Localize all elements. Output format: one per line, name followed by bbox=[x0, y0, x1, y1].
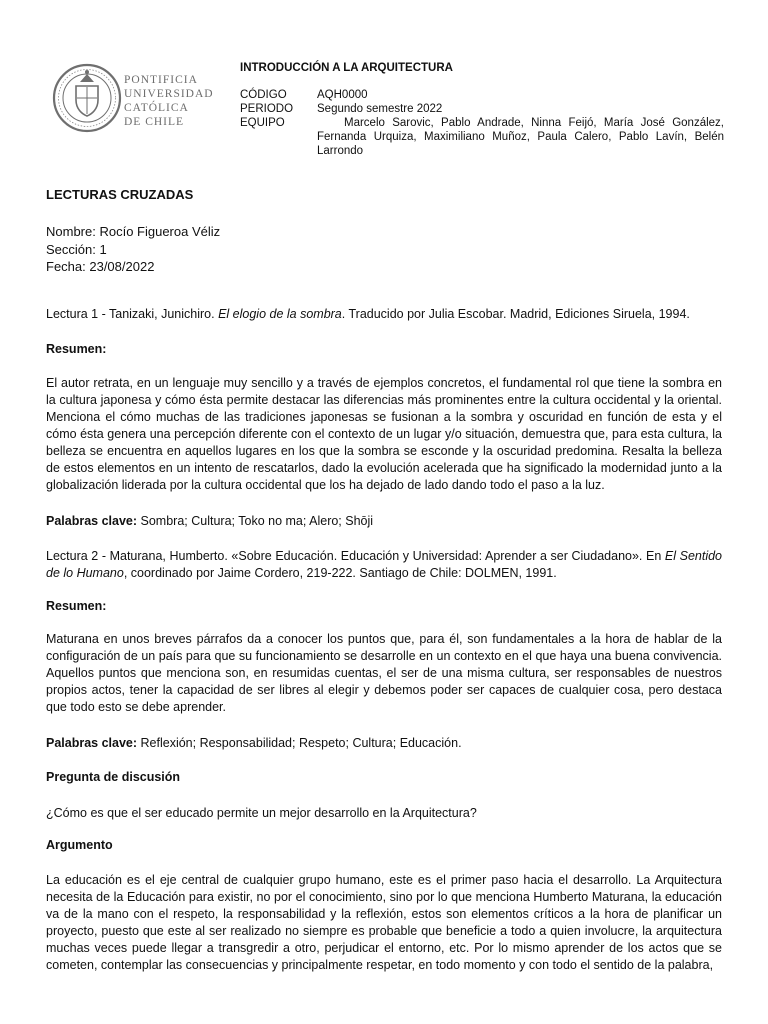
university-name-line: DE CHILE bbox=[124, 116, 185, 128]
course-title: INTRODUCCIÓN A LA ARQUITECTURA bbox=[240, 62, 453, 74]
codigo-row bbox=[240, 88, 724, 102]
lectura2-ref-prefix: Lectura 2 - Maturana, Humberto. «Sobre Educación. Educación y Universidad: Aprender a ser Ciudadano». En bbox=[46, 549, 665, 563]
lectura1-ref-suffix: . Traducido por Julia Escobar. Madrid, Ediciones Siruela, 1994. bbox=[341, 307, 690, 321]
lectura1-reference bbox=[46, 306, 690, 323]
lectura2-keywords bbox=[46, 735, 462, 752]
lectura2-ref-title: El Sentido de lo Humano bbox=[46, 549, 722, 580]
equipo-label: EQUIPO bbox=[240, 117, 285, 129]
codigo-value: AQH0000 bbox=[317, 89, 368, 101]
argument-text: La educación es el eje central de cualquier grupo humano, este es el primer paso hacia el desarrollo. La Arquitectura necesita de la Educación para existir, no por el conocimiento, sino por lo que menciona Humberto Maturana, la educación va de la mano con el respeto, la responsabilidad y la reflexión, estos son elementos críticos a la hora de planificar un proyecto, puesto que este al ser realizado no siempre es probable que beneficie a todo a quien involucre, la arquitectura muchas veces puede llegar a transgredir a otro, perjudicar el entorno, etc. Por lo mismo aprender de los actos que se cometen, contemplar las consecuencias y principalmente respetar, en todo momento y con todo el sentido de la palabra, bbox=[46, 873, 722, 972]
equipo-row bbox=[240, 116, 724, 158]
lectura1-ref-prefix: Lectura 1 - Tanizaki, Junichiro. bbox=[46, 307, 219, 321]
lectura1-keywords bbox=[46, 513, 373, 530]
student-info bbox=[46, 223, 220, 276]
lectura1-keywords-label: Palabras clave: bbox=[46, 514, 138, 528]
university-name-line: PONTIFICIA bbox=[124, 74, 198, 86]
lectura2-resumen-heading: Resumen: bbox=[46, 599, 107, 613]
lectura1-ref-title: El elogio de la sombra bbox=[218, 307, 342, 321]
periodo-label: PERIODO bbox=[240, 103, 294, 115]
discussion-heading: Pregunta de discusión bbox=[46, 770, 181, 784]
student-name: Nombre: Rocío Figueroa Véliz bbox=[46, 224, 221, 239]
codigo-label: CÓDIGO bbox=[240, 89, 287, 101]
lectura2-keywords-value: Reflexión; Responsabilidad; Respeto; Cultura; Educación. bbox=[137, 736, 462, 750]
student-section: Sección: 1 bbox=[46, 241, 107, 257]
submission-date: Fecha: 23/08/2022 bbox=[46, 259, 155, 274]
argument-heading: Argumento bbox=[46, 838, 113, 852]
periodo-value: Segundo semestre 2022 bbox=[317, 103, 443, 115]
lectura2-ref-suffix: , coordinado por Jaime Cordero, 219-222. Santiago de Chile: DOLMEN, 1991. bbox=[123, 566, 557, 580]
lectura2-keywords-label: Palabras clave: bbox=[46, 736, 138, 750]
university-name-line: CATÓLICA bbox=[124, 102, 189, 114]
equipo-value: Marcelo Sarovic, Pablo Andrade, Ninna Feijó, María José González, Fernanda Urquiza, Maximiliano Muñoz, Paula Calero, Pablo Lavín, Belén Larrondo bbox=[317, 117, 724, 157]
university-name bbox=[124, 73, 214, 129]
lectura1-resumen-heading: Resumen: bbox=[46, 342, 107, 356]
periodo-row bbox=[240, 102, 724, 116]
university-name-line: UNIVERSIDAD bbox=[124, 88, 214, 100]
course-meta bbox=[240, 88, 724, 158]
lectura1-keywords-value: Sombra; Cultura; Toko no ma; Alero; Shōji bbox=[137, 514, 374, 528]
discussion-question: ¿Cómo es que el ser educado permite un mejor desarrollo en la Arquitectura? bbox=[46, 806, 477, 820]
lectura2-reference bbox=[46, 548, 722, 582]
lectura2-resumen: Maturana en unos breves párrafos da a conocer los puntos que, para él, son fundamentales a la hora de hablar de la configuración de un país para que su funcionamiento se desarrolle en un contexto en el que haya una buena convivencia. Aquellos puntos que menciona son, en resumidas cuentas, el ser de una misma cultura, ser responsables de nuestros propios actos, tener la capacidad de ser libres al elegir y debemos poder ser capaces de cualquier cosa, pero destaca que todo esto se debe aprender. bbox=[46, 632, 722, 714]
document-title: LECTURAS CRUZADAS bbox=[46, 187, 194, 202]
lectura1-resumen: El autor retrata, en un lenguaje muy sencillo y a través de ejemplos concretos, el fundamental rol que tiene la sombra en la cultura japonesa y cómo ésta permite destacar las diferencias más prominentes entre la cultura occidental y la oriental. Menciona el cómo muchas de las tradiciones japonesas se fusionan a la sombra y oscuridad en función de esta y el cómo ésta genera una percepción diferente con el contexto de un lugar y/o situación, demuestra que, para esta cultura, la belleza se encuentra en aquellos lugares en los que la sombra se esconde y la oscuridad predomina. Resalta la belleza de estos elementos en un intento de rescatarlos, dado la evolución acelerada que ha significado la modernidad junto a la globalización liderada por la cultura occidental que los ha dejado de lado dando todo el paso a la luz. bbox=[46, 376, 722, 492]
